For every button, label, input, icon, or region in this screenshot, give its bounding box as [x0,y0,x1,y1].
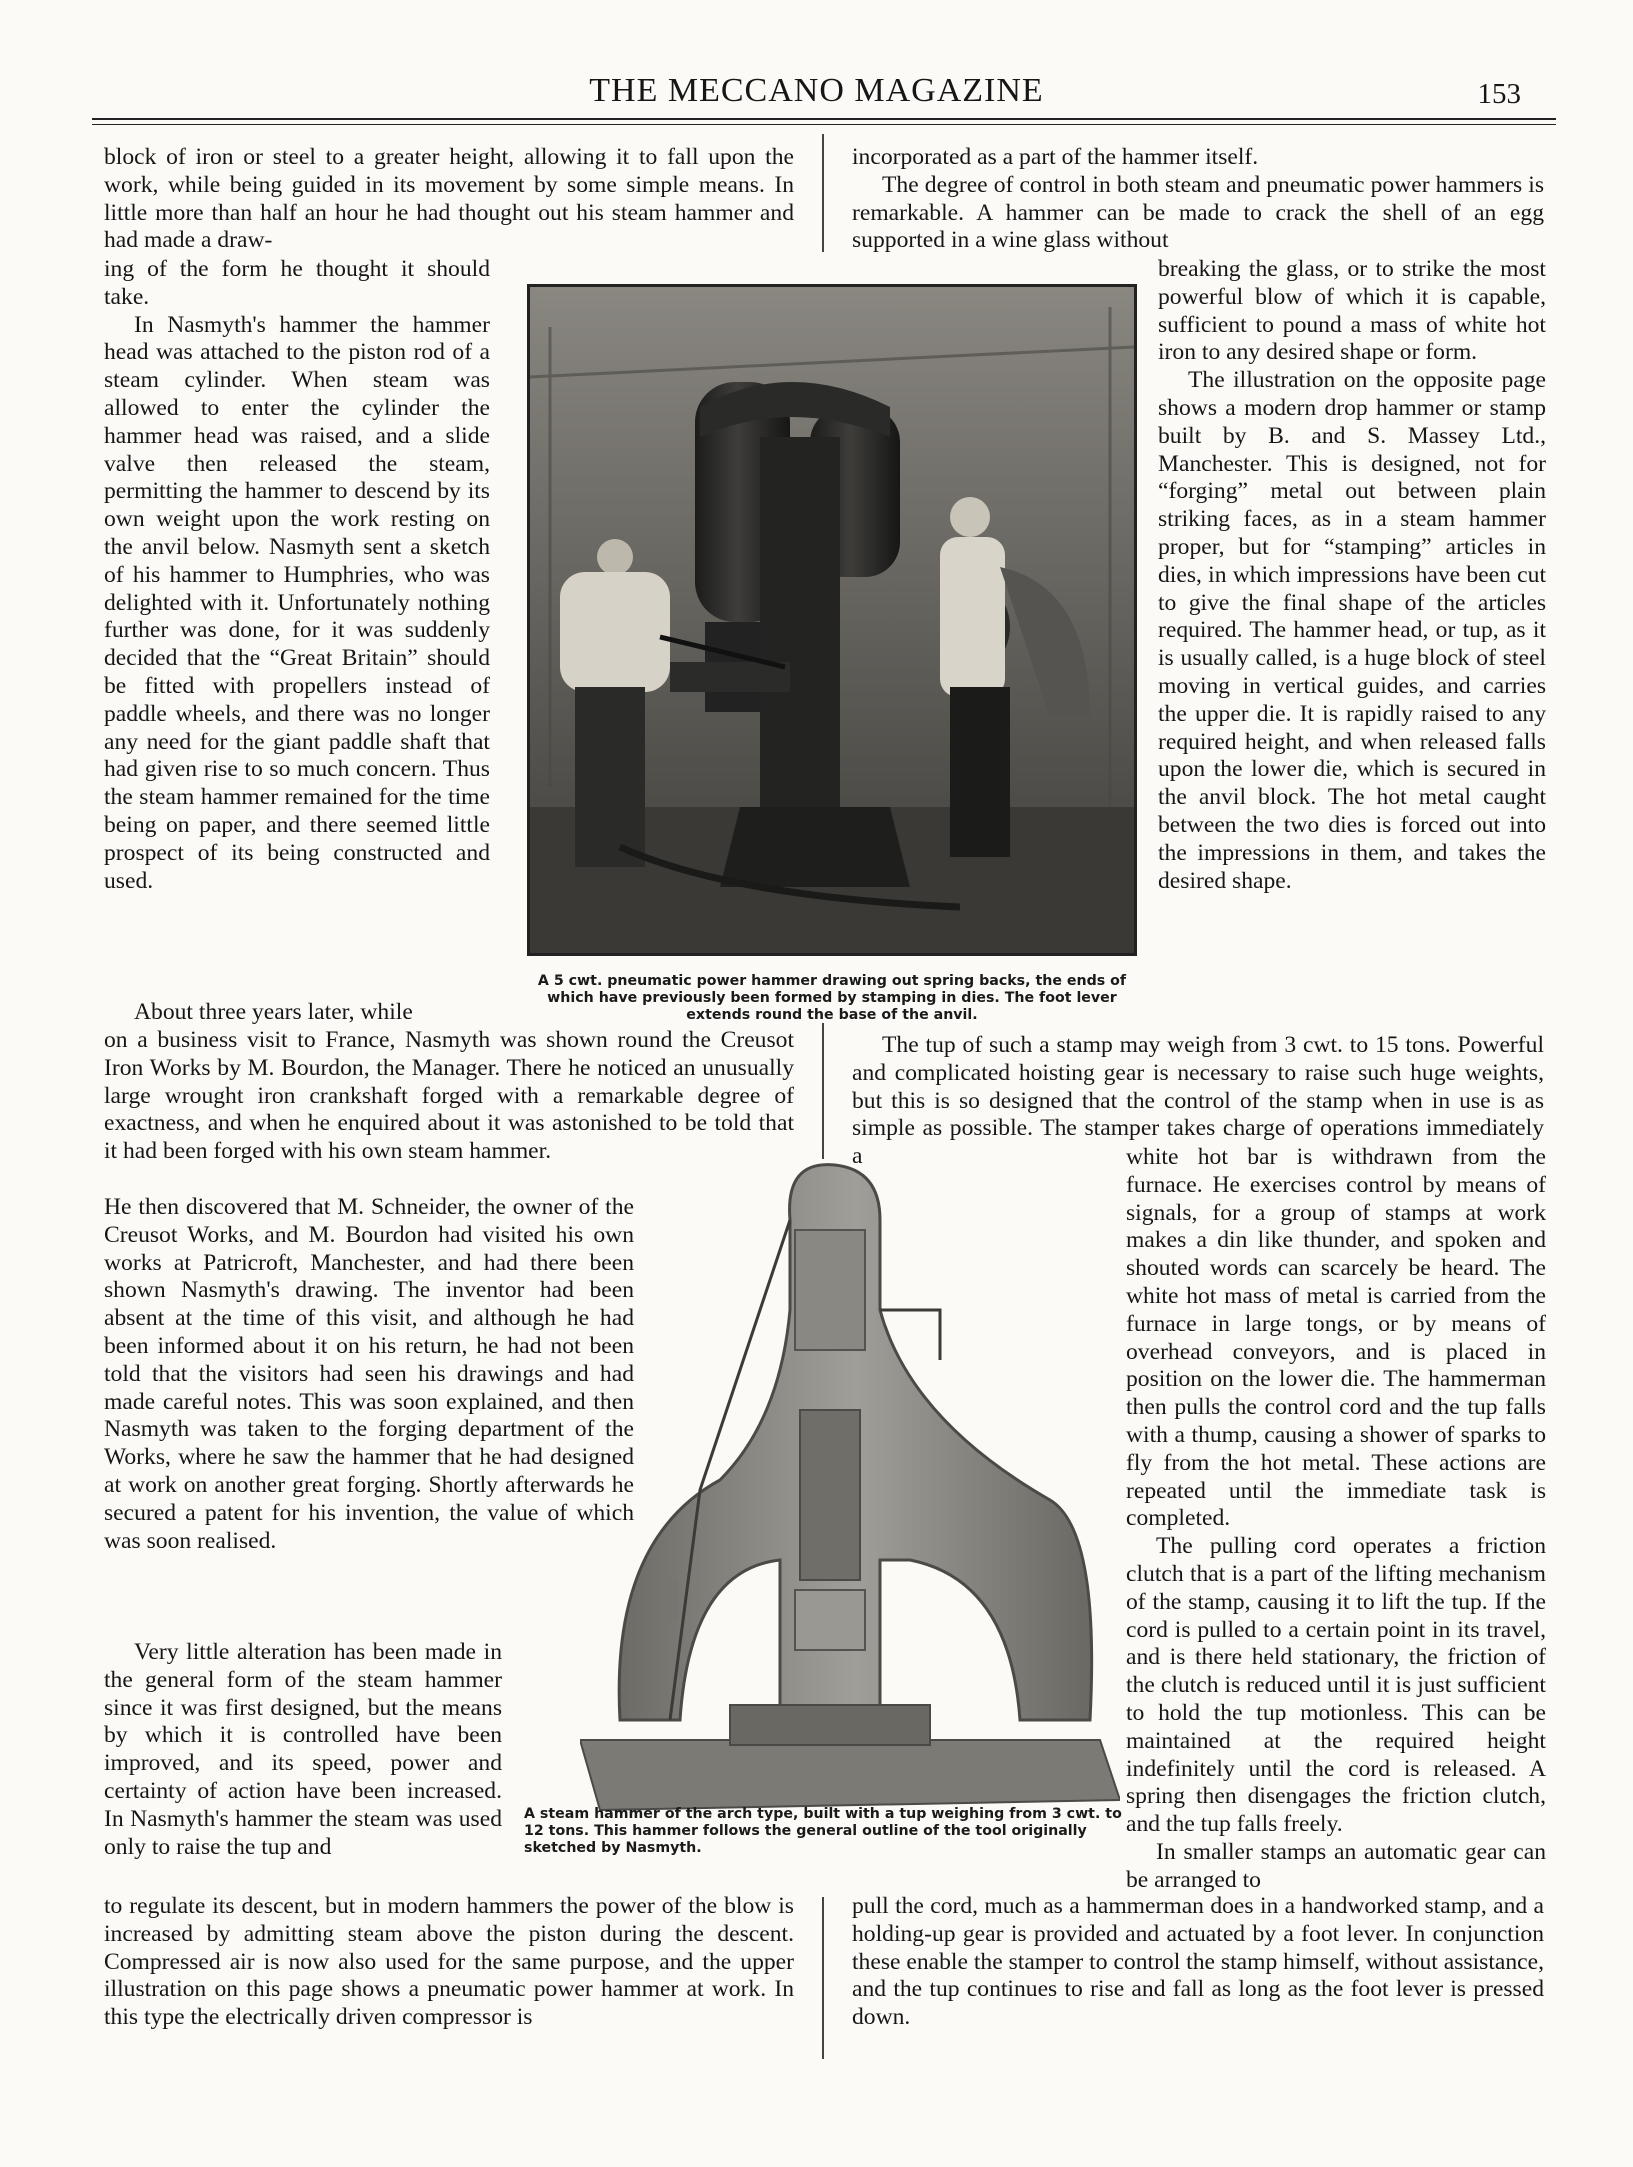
col1-after-photo: About three years later, while [134,999,413,1025]
col1-full-width-text [104,1027,794,1166]
col2-mid-text: The tup of such a stamp may weigh from 3 cwt. to 15 tons. Powerful and complicated hoisting gear is necessary to raise such huge weights, but this is so designed that the control of the stamp when in use is as simple as possible. The stamper takes charge of operations immediately a [852,1032,1544,1170]
col1-top-text [104,144,794,255]
col2-beside-machine [1126,1144,1546,1895]
running-head: THE MECCANO MAGAZINE [589,72,1044,109]
col2-bottom-text [852,1893,1544,2032]
paragraph: He then discovered that M. Schneider, the owner of the Creusot Works, and M. Bourdon had visited his own works at Patricroft, Manchester, and had there been shown Nasmyth's drawing. The inventor had been absent at the time of this visit, and although he had been informed about it on his return, he had not been told that the visitors had seen his drawings and had made careful notes. This was soon explained, and then Nasmyth was taken to the forging department of the Works, where he saw the hammer that he had designed at work on another great forging. Shortly afterwards he secured a patent for his invention, the value of which was soon realised. [104,1194,634,1554]
pneumatic-hammer-photo [527,284,1137,956]
page-number: 153 [1477,78,1521,110]
col1-beside-photo [104,256,490,895]
paragraph: The illustration on the opposite page shows a modern drop hammer or stamp built by B. and S. Massey Ltd., Manchester. This is designed, not for “forging” metal out between plain striking faces, as in a steam hammer proper, but for “stamping” articles in dies, in which impressions have been cut to give the final shape of the articles required. The hammer head, or tup, as it is usually called, is a huge block of steel moving in vertical guides, and carries the upper die. It is rapidly raised to any required height, and when released falls upon the lower die, which is secured in the anvil block. The hot metal caught between the two dies is forced out into the impressions in them, and takes the desired shape. [1158,367,1546,894]
col2-beside-photo [1158,256,1546,895]
paragraph: to regulate its descent, but in modern hammers the power of the blow is increased by admitting steam above the piston during the descent. Compressed air is now also used for the same purpose, and the upper illustration on this page shows a pneumatic power hammer at work. In this type the electrically driven compressor is [104,1893,794,2031]
paragraph: incorporated as a part of the hammer itself. [852,144,1259,170]
paragraph: The degree of control in both steam and pneumatic power hammers is remarkable. A hammer can be made to crack the shell of an egg supported in a wine glass without [852,171,1544,254]
col1-beside-machine-upper [104,1194,634,1555]
column-divider-top [822,134,824,252]
steam-hammer-figure [580,1160,1120,1840]
col1-bottom-text [104,1893,794,2032]
paragraph: ing of the form he thought it should take. [104,256,490,310]
col1-beside-machine-lower: Very little alteration has been made in the general form of the steam hammer since it was first designed, but the means by which it is controlled have been improved, and its speed, power and certainty of action have been increased. In Nasmyth's hammer the steam was used only to raise the tup and [104,1639,502,1860]
header-rule-top [92,118,1556,120]
paragraph: The pulling cord operates a friction clutch that is a part of the lifting mechanism of the stamp, causing it to lift the tup. If the cord is pulled to a certain point in its travel, and is there held stationary, the friction of the clutch is reduced until it is just sufficient to hold the tup motionless. This can be maintained at the required height indefinitely until the cord is released. A spring then disengages the friction clutch, and the tup falls freely. [1126,1533,1546,1838]
paragraph: In Nasmyth's hammer the hammer head was attached to the piston rod of a steam cylinder. When steam was allowed to enter the cylinder the hammer head was raised, and a slide valve then released the steam, permitting the hammer to descend by its own weight upon the work resting on the anvil below. Nasmyth sent a sketch of his hammer to Humphries, who was delighted with it. Unfortunately nothing further was done, for it was suddenly decided that the “Great Britain” should be fitted with propellers instead of paddle wheels, and there was no longer any need for the giant paddle shaft that had given rise to so much concern. Thus the steam hammer remained for the time being on paper, and there seemed little prospect of its being constructed and used. [104,311,490,894]
column-divider-bottom [822,1897,824,2059]
machine-caption: A steam hammer of the arch type, built with a tup weighing from 3 cwt. to 12 tons. This hammer follows the general outline of the tool originally sketched by Nasmyth. [524,1806,1122,1856]
header-rule-bottom [92,124,1556,125]
paragraph: block of iron or steel to a greater height, allowing it to fall upon the work, while being guided in its movement by some simple means. In little more than half an hour he had thought out his steam hammer and had made a draw- [104,144,794,254]
pneumatic-hammer-illustration [530,287,1134,953]
paragraph: on a business visit to France, Nasmyth was shown round the Creusot Iron Works by M. Bourdon, the Manager. There he noticed an unusually large wrought iron crankshaft forged with a remarkable degree of exactness, and when he enquired about it was astonished to be told that it had been forged with his own steam hammer. [104,1027,794,1165]
column-divider-middle [822,1023,824,1159]
photo-caption: A 5 cwt. pneumatic power hammer drawing out spring backs, the ends of which have previously been formed by stamping in dies. The foot lever extends round the base of the anvil. [537,973,1127,1023]
paragraph: pull the cord, much as a hammerman does in a handworked stamp, and a holding-up gear is provided and actuated by a foot lever. In conjunction these enable the stamper to control the stamp himself, without assistance, and the tup continues to rise and fall as long as the foot lever is pressed down. [852,1893,1544,2031]
arch-steam-hammer-illustration [580,1160,1120,1840]
paragraph: In smaller stamps an automatic gear can be arranged to [1126,1838,1546,1893]
paragraph: breaking the glass, or to strike the most powerful blow of which it is capable, sufficient to pound a mass of white hot iron to any desired shape or form. [1158,256,1546,366]
col2-top-text [852,144,1544,255]
paragraph: white hot bar is withdrawn from the furnace. He exercises control by means of signals, for a group of stamps at work makes a din like thunder, and spoken and shouted words can scarcely be heard. The white hot mass of metal is carried from the furnace in large tongs, or by means of overhead conveyors, and is placed in position on the lower die. The hammerman then pulls the control cord and the tup falls with a thump, causing a shower of sparks to fly from the hot metal. These actions are repeated until the immediate task is completed. [1126,1144,1546,1532]
